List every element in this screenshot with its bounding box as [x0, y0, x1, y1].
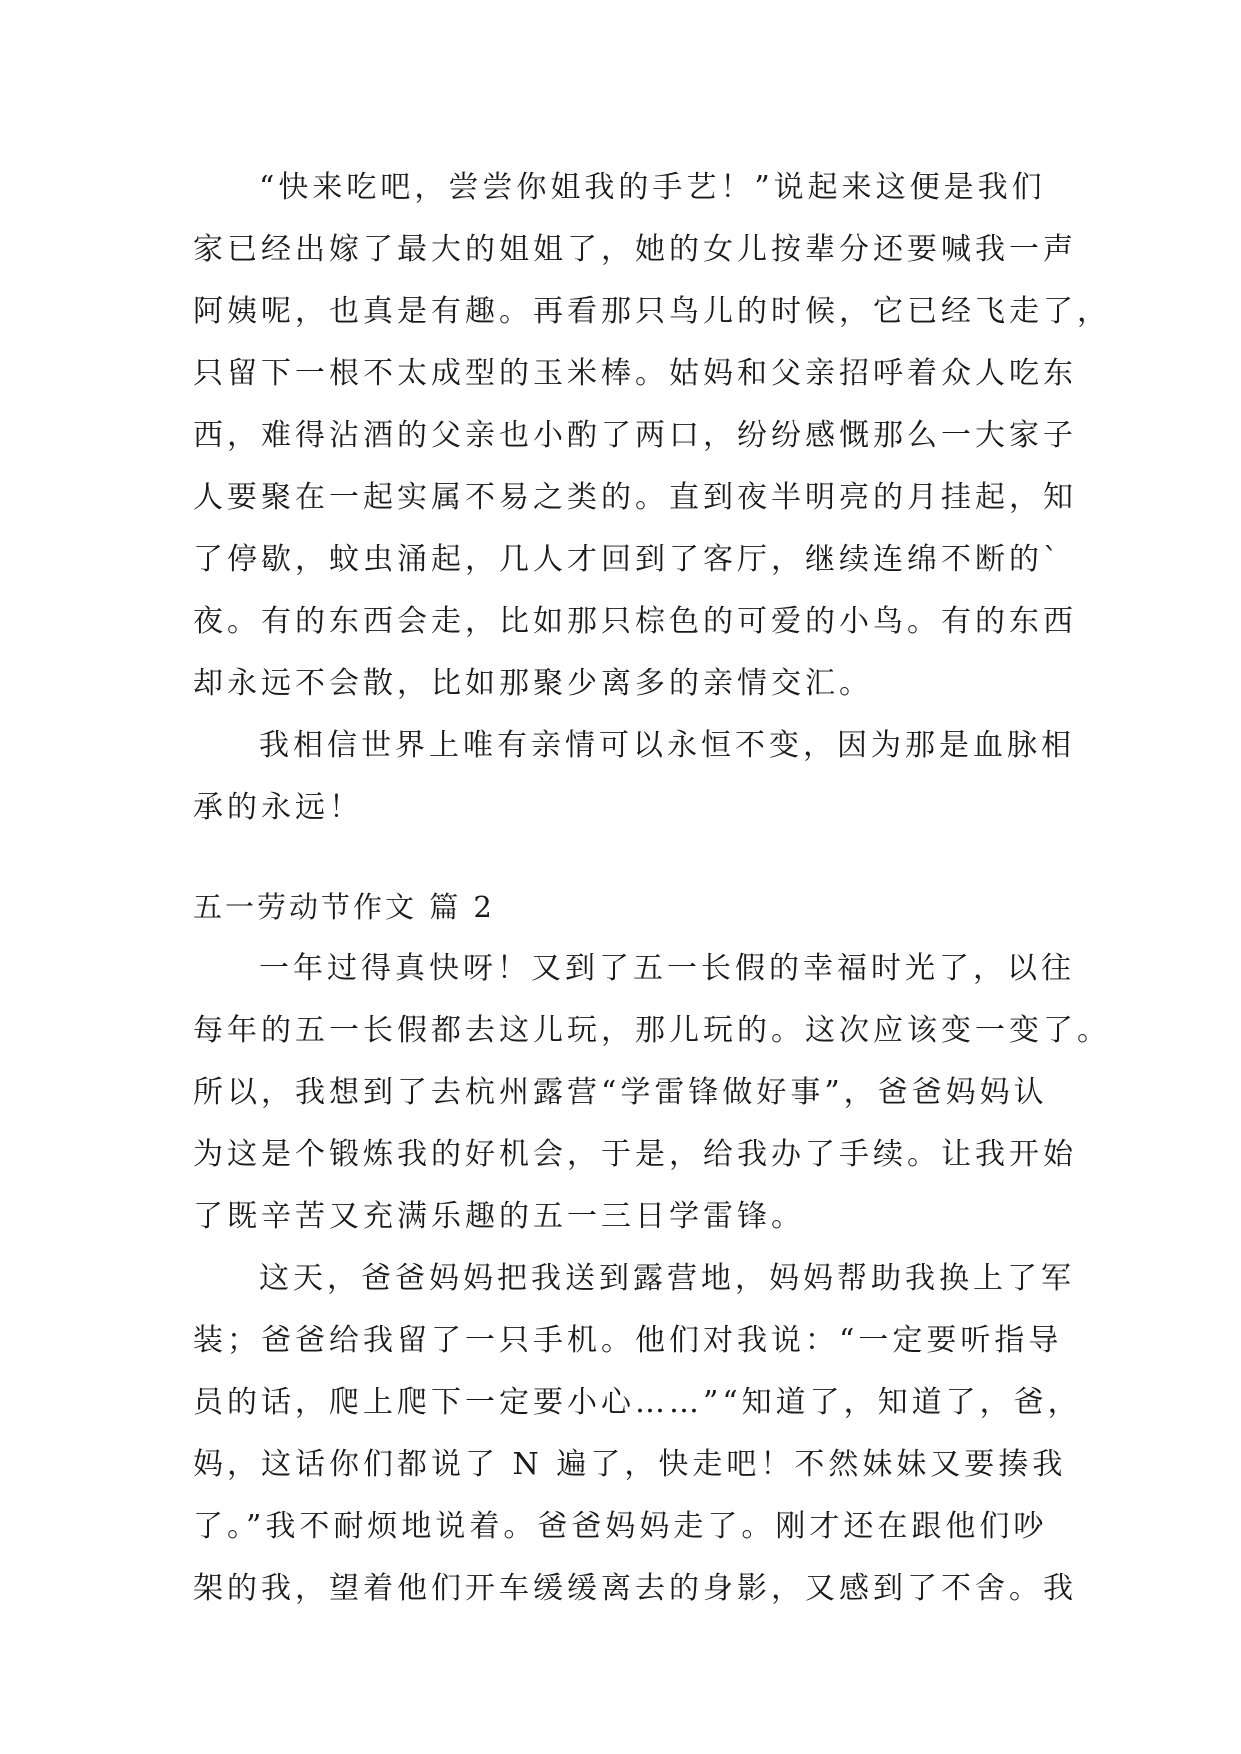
paragraph-line: 所以，我想到了去杭州露营“学雷锋做好事”，爸爸妈妈认 [193, 1075, 1048, 1110]
paragraph-line: 了停歇，蚊虫涌起，几人才回到了客厅，继续连绵不断的` [193, 542, 1062, 577]
paragraph-3 [193, 938, 1111, 1248]
paragraph-line: 夜。有的东西会走，比如那只棕色的可爱的小鸟。有的东西 [193, 604, 1077, 639]
paragraph-line: 了既辛苦又充满乐趣的五一三日学雷锋。 [193, 1199, 805, 1234]
paragraph-1 [193, 157, 1111, 715]
section-heading [193, 876, 1053, 938]
paragraph-line: 架的我，望着他们开车缓缓离去的身影，又感到了不舍。我 [193, 1571, 1077, 1606]
paragraph-line: 这天，爸爸妈妈把我送到露营地，妈妈帮助我换上了军 [259, 1261, 1075, 1296]
paragraph-line: 妈，这话你们都说了 N 遍了，快走吧！不然妹妹又要揍我 [193, 1447, 1067, 1482]
paragraph-line: “快来吃吧，尝尝你姐我的手艺！”说起来这便是我们 [259, 170, 1046, 205]
paragraph-line: 每年的五一长假都去这儿玩，那儿玩的。这次应该变一变了。 [193, 1013, 1111, 1048]
paragraph-line: 家已经出嫁了最大的姐姐了，她的女儿按辈分还要喊我一声 [193, 232, 1077, 267]
paragraph-2 [193, 715, 1075, 839]
paragraph-line: 员的话，爬上爬下一定要小心……”“知道了，知道了，爸， [193, 1385, 1082, 1420]
paragraph-4 [193, 1248, 1082, 1620]
paragraph-line: 了。”我不耐烦地说着。爸爸妈妈走了。刚才还在跟他们吵 [193, 1509, 1048, 1544]
paragraph-line: 我相信世界上唯有亲情可以永恒不变，因为那是血脉相 [259, 728, 1075, 763]
paragraph-line: 西，难得沾酒的父亲也小酌了两口，纷纷感慨那么一大家子 [193, 418, 1077, 453]
paragraph-line: 为这是个锻炼我的好机会，于是，给我办了手续。让我开始 [193, 1137, 1077, 1172]
paragraph-line: 人要聚在一起实属不易之类的。直到夜半明亮的月挂起，知 [193, 480, 1077, 515]
paragraph-line: 只留下一根不太成型的玉米棒。姑妈和父亲招呼着众人吃东 [193, 356, 1077, 391]
paragraph-line: 却永远不会散，比如那聚少离多的亲情交汇。 [193, 666, 873, 701]
paragraph-line: 一年过得真快呀！又到了五一长假的幸福时光了，以往 [259, 951, 1075, 986]
section-title: 五一劳动节作文 篇 2 [193, 890, 495, 924]
paragraph-line: 阿姨呢，也真是有趣。再看那只鸟儿的时候，它已经飞走了， [193, 294, 1111, 329]
paragraph-line: 装；爸爸给我留了一只手机。他们对我说：“一定要听指导 [193, 1323, 1063, 1358]
paragraph-line: 承的永远！ [193, 790, 363, 825]
